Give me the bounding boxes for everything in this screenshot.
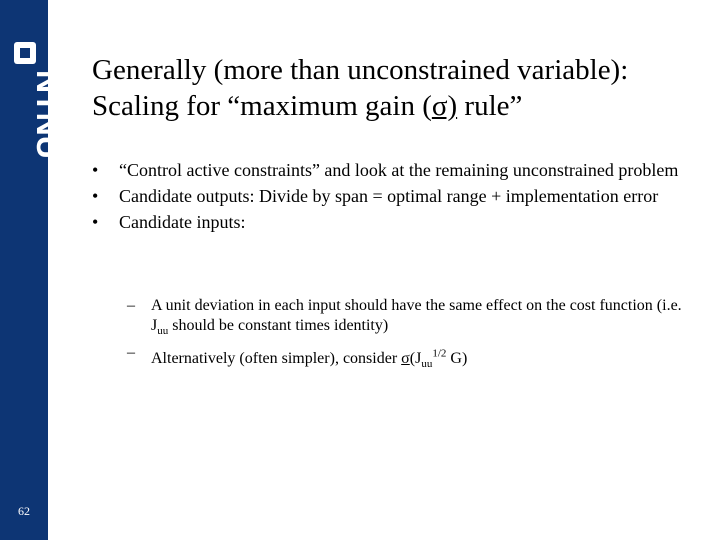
- sub-bullet-dash: –: [127, 344, 135, 362]
- bullet-item: [92, 212, 692, 233]
- bullet-dot: •: [92, 212, 99, 232]
- bullet-dot: •: [92, 186, 99, 206]
- sub-bullet-item: [127, 296, 687, 341]
- sub-two-superscript: 1/2: [432, 347, 447, 360]
- bullet-text: Candidate outputs: Divide by span = optimal range + implementation error: [119, 186, 659, 206]
- sub-bullet-list: [127, 296, 687, 376]
- title-line-2-post: rule”: [457, 90, 523, 122]
- sub-two-mid: (J: [409, 349, 422, 367]
- bullet-item: [92, 186, 692, 207]
- sub-one-post: should be constant times identity): [168, 317, 389, 334]
- sub-two-post: G): [446, 349, 468, 367]
- sidebar: [0, 0, 66, 540]
- bullet-list: [92, 160, 692, 238]
- sub-bullet-item: [127, 343, 687, 374]
- logo-text: NTNU: [30, 70, 66, 159]
- sub-two-pre: Alternatively (often simpler), consider: [151, 349, 402, 367]
- page-number: 62: [18, 504, 30, 518]
- sub-bullet-text: [151, 347, 468, 370]
- bullet-text: Candidate inputs:: [119, 212, 246, 232]
- bullet-text: “Control active constraints” and look at the remaining unconstrained problem: [119, 160, 679, 180]
- title-line-2-pre: Scaling for “maximum gain (: [92, 90, 432, 122]
- sub-one-subscript: uu: [157, 325, 169, 338]
- bullet-item: [92, 160, 692, 181]
- title-sigma: σ): [431, 90, 458, 122]
- title-line-2: [92, 88, 712, 124]
- title-line-1: Generally (more than unconstrained variable):: [92, 54, 629, 86]
- bullet-dot: •: [92, 160, 99, 180]
- sub-bullet-dash: –: [127, 297, 135, 314]
- sub-two-sigma: σ: [401, 349, 410, 367]
- slide-title: [92, 52, 712, 124]
- sub-two-subscript: uu: [421, 357, 433, 370]
- sub-bullet-text: [151, 297, 682, 338]
- ntnu-logo: [8, 40, 66, 170]
- sub-one-pre: A unit deviation in each input should have the same effect on the cost function (i.e. J: [151, 297, 682, 334]
